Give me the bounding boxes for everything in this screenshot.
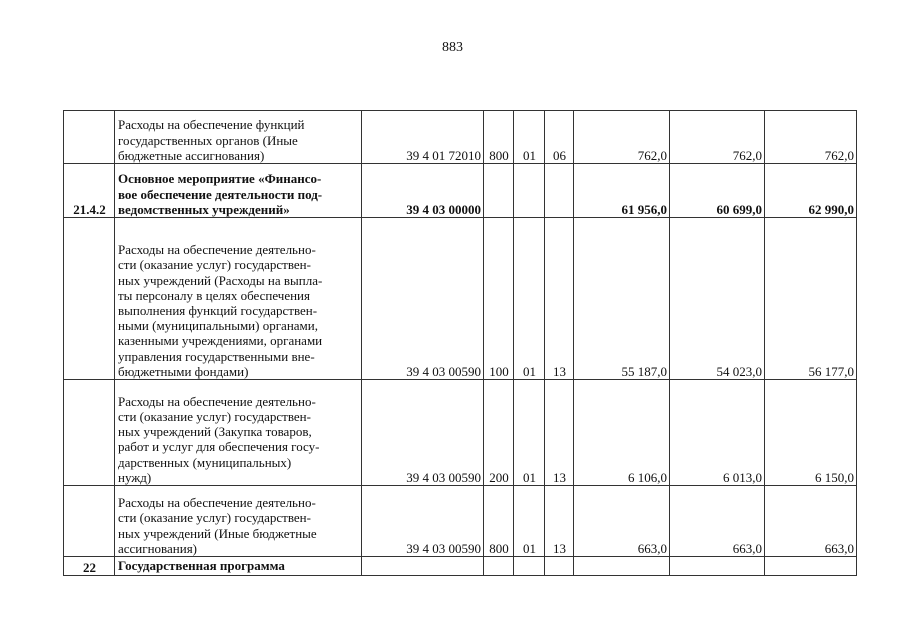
expense-name-line: Расходы на обеспечение функций bbox=[118, 117, 305, 133]
expense-name-line: ных учреждений (Расходы на выпла- bbox=[118, 272, 323, 288]
target-code-cell bbox=[362, 557, 484, 576]
row-number-cell: 22 bbox=[64, 557, 115, 576]
expense-name-line: бюджетные ассигнования) bbox=[118, 147, 265, 163]
expense-type-cell: 800 bbox=[484, 486, 514, 557]
amount-year1-cell: 61 956,0 bbox=[574, 164, 670, 218]
expense-name-line: государственных органов (Иные bbox=[118, 132, 298, 148]
subsection-cell: 13 bbox=[545, 486, 574, 557]
amount-year2-cell: 60 699,0 bbox=[670, 164, 765, 218]
expense-type-cell: 100 bbox=[484, 218, 514, 380]
target-code-cell: 39 4 01 72010 bbox=[362, 111, 484, 164]
table-row bbox=[64, 111, 857, 164]
expense-name-line: Государственная программа bbox=[118, 558, 285, 573]
table-row bbox=[64, 486, 857, 557]
amount-year3-cell: 56 177,0 bbox=[765, 218, 857, 380]
expense-name-line: сти (оказание услуг) государствен- bbox=[118, 257, 311, 273]
expense-name-cell bbox=[115, 111, 362, 164]
expense-name-line: сти (оказание услуг) государствен- bbox=[118, 408, 311, 424]
page-number: 883 bbox=[442, 40, 463, 55]
target-code-cell: 39 4 03 00590 bbox=[362, 486, 484, 557]
table-row bbox=[64, 380, 857, 486]
expense-name-line: ных учреждений (Иные бюджетные bbox=[118, 525, 317, 541]
section-cell: 01 bbox=[514, 111, 545, 164]
amount-year2-cell: 54 023,0 bbox=[670, 218, 765, 380]
expense-name-line: казенными учреждениями, органами bbox=[118, 333, 323, 349]
subsection-cell: 06 bbox=[545, 111, 574, 164]
amount-year2-cell bbox=[670, 557, 765, 576]
expense-type-cell bbox=[484, 557, 514, 576]
expense-name-line: бюджетными фондами) bbox=[118, 363, 249, 379]
expense-name-line: выполнения функций государствен- bbox=[118, 302, 318, 318]
amount-year1-cell: 6 106,0 bbox=[574, 380, 670, 486]
target-code-cell: 39 4 03 00590 bbox=[362, 380, 484, 486]
section-cell bbox=[514, 164, 545, 218]
expense-type-cell: 200 bbox=[484, 380, 514, 486]
row-number-cell bbox=[64, 380, 115, 486]
expense-name-cell bbox=[115, 164, 362, 218]
amount-year1-cell: 55 187,0 bbox=[574, 218, 670, 380]
row-number-cell: 21.4.2 bbox=[64, 164, 115, 218]
expense-name-line: Расходы на обеспечение деятельно- bbox=[118, 495, 316, 511]
subsection-cell: 13 bbox=[545, 380, 574, 486]
expense-name-line: вое обеспечение деятельности под- bbox=[118, 186, 323, 202]
row-number-cell bbox=[64, 486, 115, 557]
section-cell bbox=[514, 557, 545, 576]
expense-name-line: нужд) bbox=[118, 469, 152, 485]
expense-name-line: работ и услуг для обеспечения госу- bbox=[118, 439, 320, 455]
expense-name-line: ных учреждений (Закупка товаров, bbox=[118, 424, 312, 440]
subsection-cell bbox=[545, 557, 574, 576]
amount-year3-cell: 6 150,0 bbox=[765, 380, 857, 486]
expense-name-line: ты персоналу в целях обеспечения bbox=[118, 287, 310, 303]
expense-name-line: ведомственных учреждений» bbox=[118, 201, 290, 217]
amount-year2-cell: 762,0 bbox=[670, 111, 765, 164]
amount-year1-cell: 762,0 bbox=[574, 111, 670, 164]
expense-type-cell bbox=[484, 164, 514, 218]
amount-year1-cell bbox=[574, 557, 670, 576]
section-cell: 01 bbox=[514, 218, 545, 380]
amount-year3-cell: 762,0 bbox=[765, 111, 857, 164]
target-code-cell: 39 4 03 00000 bbox=[362, 164, 484, 218]
subsection-cell: 13 bbox=[545, 218, 574, 380]
expense-name-cell bbox=[115, 557, 362, 576]
amount-year3-cell bbox=[765, 557, 857, 576]
section-cell: 01 bbox=[514, 380, 545, 486]
expense-name-line: Расходы на обеспечение деятельно- bbox=[118, 393, 316, 409]
expense-name-line: ными (муниципальными) органами, bbox=[118, 318, 318, 334]
row-number-cell bbox=[64, 111, 115, 164]
row-number-cell bbox=[64, 218, 115, 380]
table-body bbox=[64, 111, 857, 576]
expense-name-line: ассигнования) bbox=[118, 540, 198, 556]
table-row bbox=[64, 164, 857, 218]
expense-type-cell: 800 bbox=[484, 111, 514, 164]
amount-year3-cell: 663,0 bbox=[765, 486, 857, 557]
amount-year3-cell: 62 990,0 bbox=[765, 164, 857, 218]
section-cell: 01 bbox=[514, 486, 545, 557]
expense-name-cell bbox=[115, 486, 362, 557]
expense-name-cell bbox=[115, 218, 362, 380]
amount-year1-cell: 663,0 bbox=[574, 486, 670, 557]
expense-name-line: дарственных (муниципальных) bbox=[118, 454, 292, 470]
expense-name-line: управления государственными вне- bbox=[118, 348, 315, 364]
budget-table bbox=[63, 110, 857, 576]
subsection-cell bbox=[545, 164, 574, 218]
expense-name-line: Основное мероприятие «Финансо- bbox=[118, 171, 322, 187]
amount-year2-cell: 663,0 bbox=[670, 486, 765, 557]
table-row bbox=[64, 557, 857, 576]
expense-name-line: Расходы на обеспечение деятельно- bbox=[118, 242, 316, 258]
expense-name-cell bbox=[115, 380, 362, 486]
target-code-cell: 39 4 03 00590 bbox=[362, 218, 484, 380]
amount-year2-cell: 6 013,0 bbox=[670, 380, 765, 486]
expense-name-line: сти (оказание услуг) государствен- bbox=[118, 510, 311, 526]
table-row bbox=[64, 218, 857, 380]
